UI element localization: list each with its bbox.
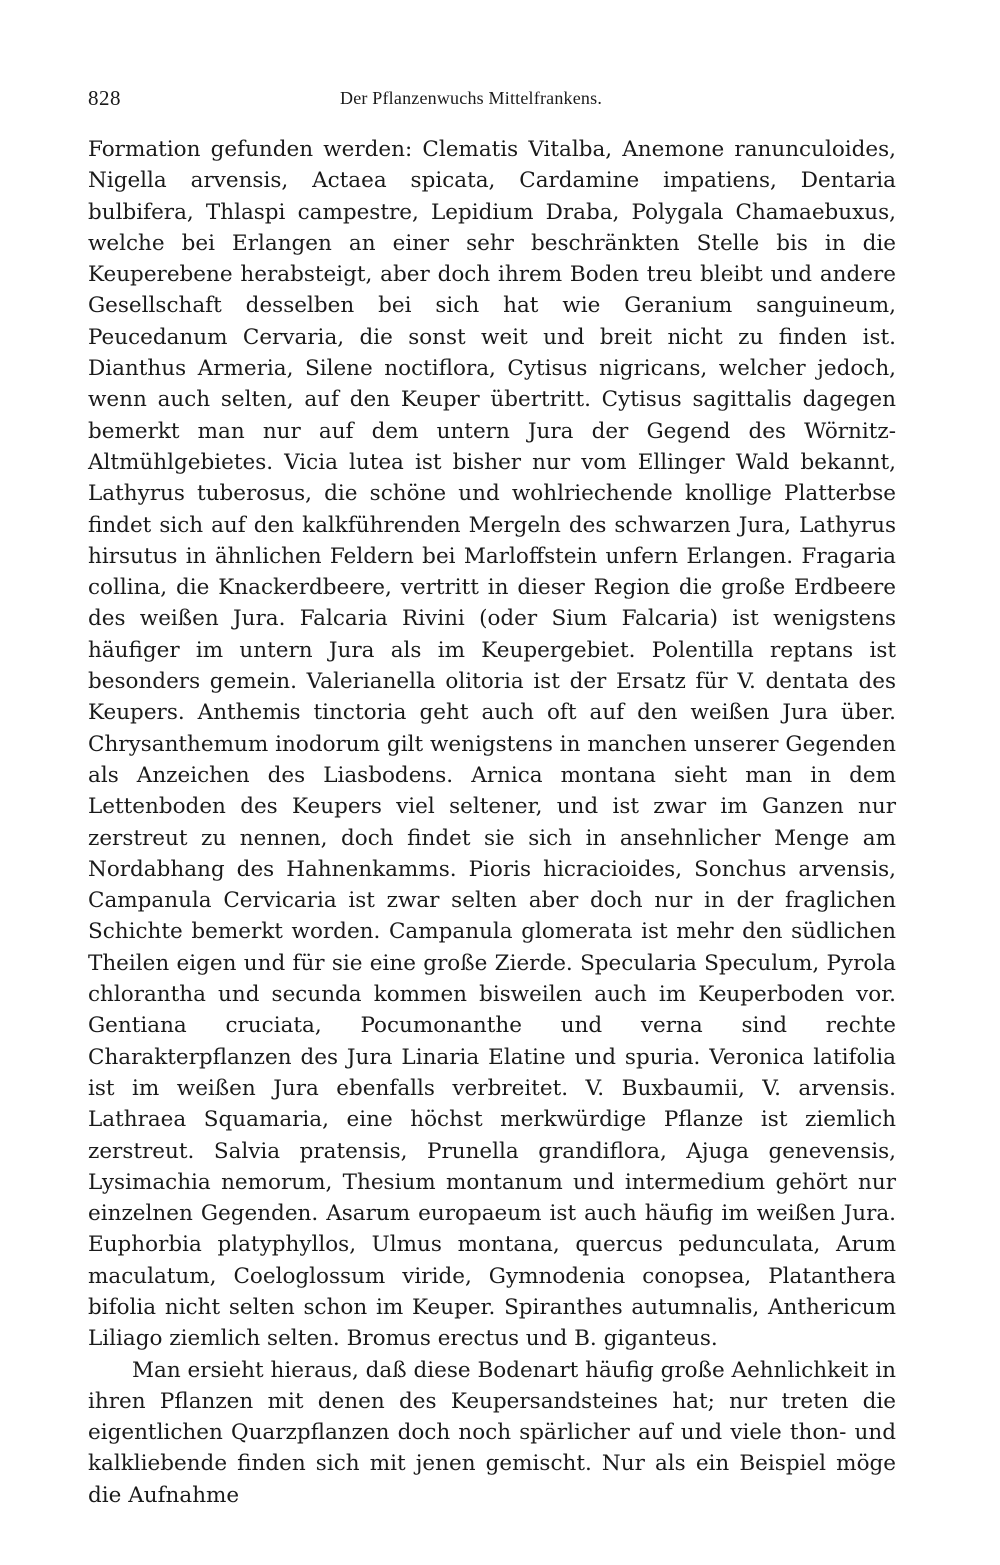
- paragraph-1: Formation gefunden werden: Clematis Vitalba, Anemone ranunculoides, Nigella arvensis, Actaea spicata, Cardamine impatiens, Dentaria bulbifera, Thlaspi campestre, Lepidium Draba, Polygala Chamaebuxus, welche bei Erlangen an einer sehr beschränkten Stelle bis in die Keuperebene herabsteigt, aber doch ihrem Boden treu bleibt und andere Gesellschaft desselben bei sich hat wie Geranium sanguineum, Peucedanum Cervaria, die sonst weit und breit nicht zu finden ist. Dianthus Armeria, Silene noctiflora, Cytisus nigricans, welcher jedoch, wenn auch selten, auf den Keuper übertritt. Cytisus sagittalis dagegen bemerkt man nur auf dem untern Jura der Gegend des Wörnitz-Altmühlgebietes. Vicia lutea ist bisher nur vom Ellinger Wald bekannt, Lathyrus tuberosus, die schöne und wohlriechende knollige Platterbse findet sich auf den kalkführenden Mergeln des schwarzen Jura, Lathyrus hirsutus in ähnlichen Feldern bei Marloffstein unfern Erlangen. Fragaria collina, die Knackerdbeere, vertritt in dieser Region die große Erdbeere des weißen Jura. Falcaria Rivini (oder Sium Falcaria) ist wenigstens häufiger im untern Jura als im Keupergebiet. Polentilla reptans ist besonders gemein. Valerianella olitoria ist der Ersatz für V. dentata des Keupers. Anthemis tinctoria geht auch oft auf den weißen Jura über. Chrysanthemum inodorum gilt wenigstens in manchen unserer Gegenden als Anzeichen des Liasbodens. Arnica montana sieht man in dem Lettenboden des Keupers viel seltener, und ist zwar im Ganzen nur zerstreut zu nennen, doch findet sie sich in ansehnlicher Menge am Nordabhang des Hahnenkamms. Pioris hicracioides, Sonchus arvensis, Campanula Cervicaria ist zwar selten aber doch nur in der fraglichen Schichte bemerkt worden. Campanula glomerata ist mehr den südlichen Theilen eigen und für sie eine große Zierde. Specularia Speculum, Pyrola chlorantha und secunda kommen bisweilen auch im Keuperboden vor. Gentiana cruciata, Pocumonanthe und verna sind rechte Charakterpflanzen des Jura Linaria Elatine und spuria. Veronica latifolia ist im weißen Jura ebenfalls verbreitet. V. Buxbaumii, V. arvensis. Lathraea Squamaria, eine höchst merkwürdige Pflanze ist ziemlich zerstreut. Salvia pratensis, Prunella grandiflora, Ajuga genevensis, Lysimachia nemorum, Thesium montanum und intermedium gehört nur einzelnen Gegenden. Asarum europaeum ist auch häufig im weißen Jura. Euphorbia platyphyllos, Ulmus montana, quercus pedunculata, Arum maculatum, Coeloglossum viride, Gymnodenia conopsea, Platanthera bifolia nicht selten schon im Keuper. Spiranthes autumnalis, Anthericum Liliago ziemlich selten. Bromus erectus und B. giganteus.: [88, 137, 896, 1352]
- page-number: 828: [88, 86, 121, 110]
- running-head: [88, 78, 896, 118]
- body-text: [88, 134, 896, 1511]
- book-page: [88, 78, 896, 1511]
- running-title: Der Pflanzenwuchs Mittelfrankens.: [340, 88, 603, 108]
- paragraph-2: Man ersieht hieraus, daß diese Bodenart häufig große Aehnlichkeit in ihren Pflanzen mit denen des Keupersandsteines hat; nur treten die eigentlichen Quarzpflanzen doch noch spärlicher auf und viele thon- und kalkliebende finden sich mit jenen gemischt. Nur als ein Beispiel möge die Aufnahme: [88, 1357, 896, 1508]
